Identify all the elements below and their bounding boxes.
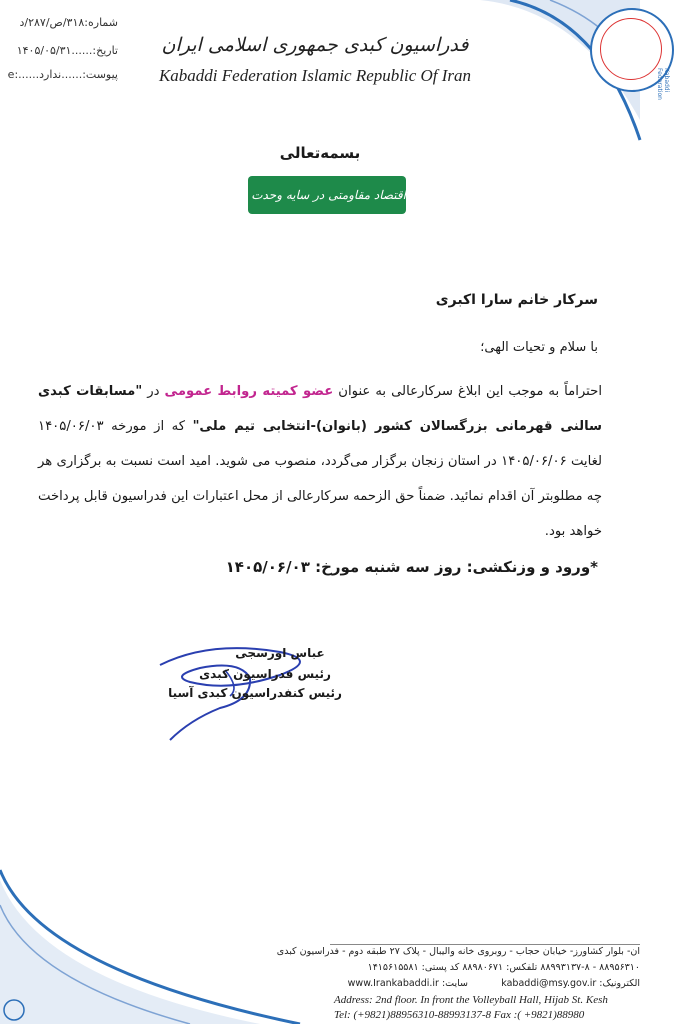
slogan-banner: اقتصاد مقاومتی در سایه وحدت ملی و امنیت ملی: [248, 176, 406, 214]
arrival-note: *ورود و وزنکشی: روز سه شنبه مورخ: ۱۴۰۵/۰۶/۰۳: [225, 558, 598, 576]
signatory-title-confederation: رئیس کنفدراسیون کبدی آسیا: [168, 686, 342, 700]
footer-swoosh-decoration: [0, 860, 340, 1024]
header-title-en: Kabaddi Federation Islamic Republic Of Iran: [158, 66, 472, 85]
greeting-line: با سلام و تحیات الهی؛: [480, 340, 598, 355]
recipient-name: سرکار خانم سارا اکبری: [435, 292, 598, 308]
footer-phones-en: Tel: (+9821)88956310-88993137-8 Fax :( +9821)88980: [334, 1009, 585, 1021]
body-details: که از مورخه ۱۴۰۵/۰۶/۰۳ لغایت ۱۴۰۵/۰۶/۰۶ در استان زنجان برگزار می‌گردد، منصوب می شوید. امید است نسبت به برگزاری هر چه مطلوبتر آن اقدام نمائید. ضمناً حق الزحمه سرکارعالی از محل اعتبارات این فدراسیون قابل پرداخت خواهد بود.: [38, 419, 602, 539]
body-event-name: "مسابقات کبدی سالنی قهرمانی بزرگسالان کشور (بانوان)-انتخابی تیم ملی": [38, 384, 602, 434]
letter-attachment: پیوست:......ندارد......:e: [7, 68, 118, 81]
signatory-title-federation: رئیس فدراسیون کبدی: [199, 667, 331, 681]
footer-email-fa: الکترونیک: kabaddi@msy.gov.ir: [501, 978, 640, 989]
footer-phones-fa: ۸۸۹۵۶۳۱۰ - ۸۸۹۹۳۱۳۷-۸ تلفکس: ۸۸۹۸۰۶۷۱ کد پستی: ۱۴۱۵۶۱۵۵۸۱: [367, 962, 640, 973]
letter-body: [38, 374, 602, 549]
body-intro: احتراماً به موجب این ابلاغ سرکارعالی به عنوان: [338, 384, 602, 399]
letter-number: شماره:۳۱۸/ص/۲۸۷/د: [19, 16, 118, 29]
footer-divider: [330, 944, 640, 945]
federation-logo: [590, 8, 674, 100]
logo-text: Kabaddi Federation: [656, 68, 670, 100]
signatory-name: عباس اورسجی: [235, 646, 325, 660]
footer-website-fa: سایت: www.Irankabaddi.ir: [347, 978, 468, 989]
footer-address-fa: ان- بلوار کشاورز- خیابان حجاب - روبروی خانه والیبال - پلاک ۲۷ طبقه دوم - فدراسیون کبدی: [276, 946, 640, 957]
letter-date: تاریخ:......۱۴۰۵/۰۵/۳۱: [16, 44, 118, 57]
footer-address-en: Address: 2nd floor. In front the Volleyball Hall, Hijab St. Kesh: [334, 994, 608, 1006]
body-role-highlight: عضو کمیته روابط عمومی: [164, 384, 334, 399]
logo-emblem: [600, 18, 662, 80]
body-in: در: [147, 384, 160, 399]
bismillah-heading: بسمه‌تعالی: [279, 144, 361, 162]
header-title-fa: فدراسیون کبدی جمهوری اسلامی ایران: [161, 34, 469, 56]
